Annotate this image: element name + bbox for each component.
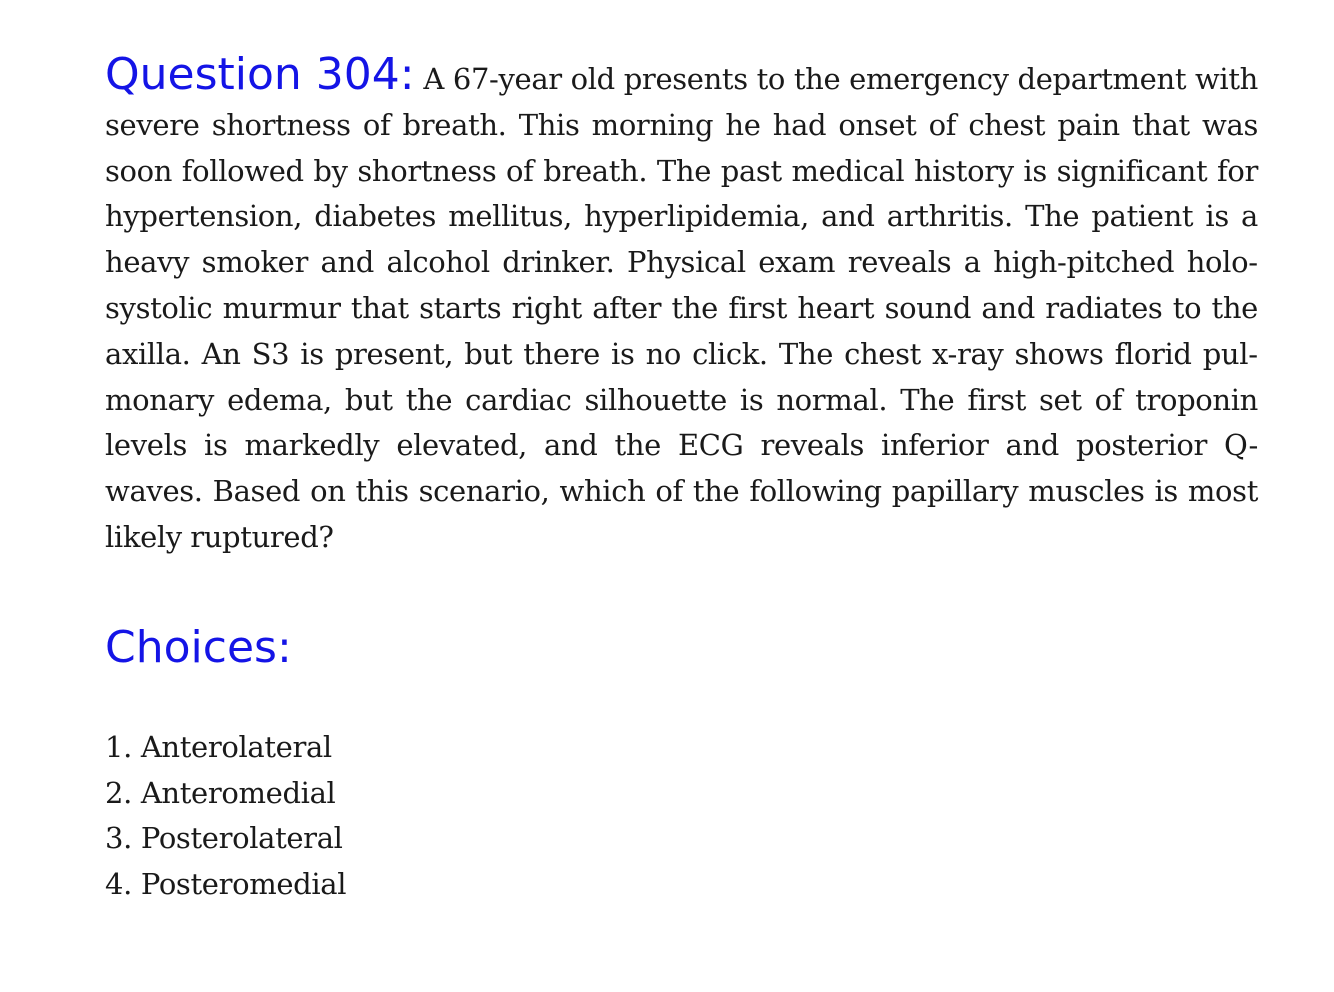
question-stem: A 67-year old presents to the emergency department with severe shortness of breath. This morning he had onset of chest pain that was soon followed by shortness of breath. The past medical history is significant for hypertension, diabetes mellitus, hyperlipidemia, and arthritis. The patient is a heavy smoker and alcohol drinker. Physical exam reveals a high-pitched holosystolic murmur that starts right after the first heart sound and radiates to the axilla. An S3 is present, but there is no click. The chest x-ray shows florid pulmonary edema, but the cardiac silhouette is normal. The first set of troponin levels is markedly elevated, and the ECG reveals inferior and posterior Q-waves. Based on this scenario, which of the following papillary muscles is most likely ruptured? [105,62,1258,554]
choice-item: 4. Posteromedial [105,867,347,902]
choice-item: 3. Posterolateral [105,821,343,856]
question-paragraph [105,49,1258,561]
choice-item: 1. Anterolateral [105,729,332,764]
choice-item: 2. Anteromedial [105,775,336,810]
question-heading: Question 304: [105,49,415,100]
choices-heading: Choices: [105,621,292,673]
choices-list [105,725,1258,908]
